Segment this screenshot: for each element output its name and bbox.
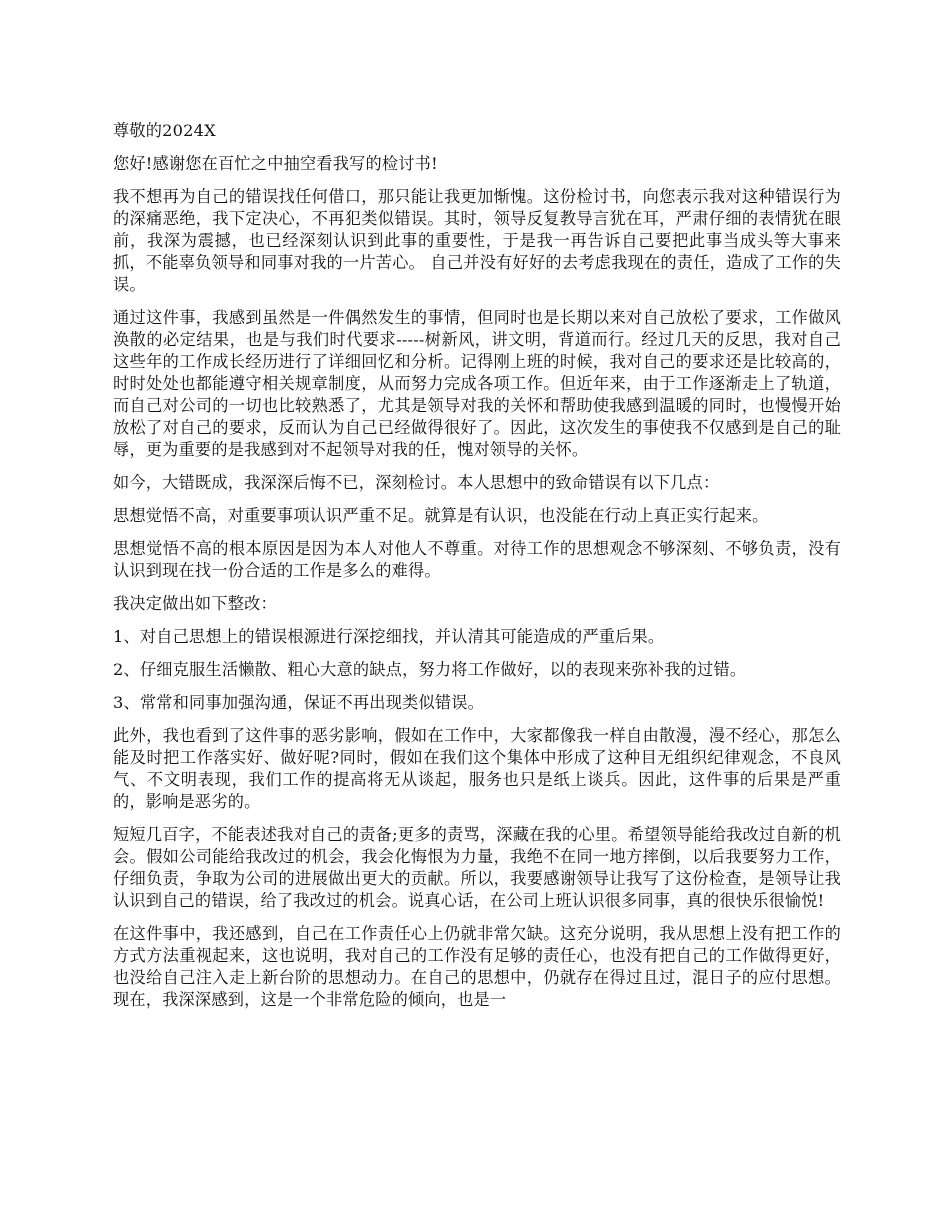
paragraph-3: 如今，大错既成，我深深后悔不已，深刻检讨。本人思想中的致命错误有以下几点： xyxy=(113,473,720,492)
list-item-1: 1、对自己思想上的错误根源进行深挖细找，并认清其可能造成的严重后果。 xyxy=(113,627,665,646)
document-page xyxy=(113,120,841,1022)
list-item-2: 2、仔细克服生活懒散、粗心大意的缺点，努力将工作做好，以的表现来弥补我的过错。 xyxy=(113,660,747,679)
paragraph-6: 我决定做出如下整改： xyxy=(113,594,277,613)
salutation: 尊敬的2024X xyxy=(113,121,216,140)
list-item-3: 3、常常和同事加强沟通，保证不再出现类似错误。 xyxy=(113,693,485,712)
paragraph-9: 在这件事中，我还感到，自己在工作责任心上仍就非常欠缺。这充分说明，我从思想上没有把工作的方式方法重视起来，这也说明，我对自己的工作没有足够的责任心，也没有把自己的工作做得更好，也没给自己注入走上新台阶的思想动力。在自己的思想中，仍就存在得过且过，混日子的应付思想。现在，我深深感到，这是一个非常危险的倾向，也是一 xyxy=(113,924,841,1009)
paragraph-4: 思想觉悟不高，对重要事项认识严重不足。就算是有认识，也没能在行动上真正实行起来。 xyxy=(113,506,769,525)
paragraph-5: 思想觉悟不高的根本原因是因为本人对他人不尊重。对待工作的思想观念不够深刻、不够负责，没有认识到现在找一份合适的工作是多么的难得。 xyxy=(113,539,841,580)
paragraph-1: 我不想再为自己的错误找任何借口，那只能让我更加惭愧。这份检讨书，向您表示我对这种错误行为的深痛恶绝，我下定决心，不再犯类似错误。其时，领导反复教导言犹在耳，严肃仔细的表情犹在眼前，我深为震撼，也已经深刻认识到此事的重要性，于是我一再告诉自己要把此事当成头等大事来抓，不能辜负领导和同事对我的一片苦心。 自己并没有好好的去考虑我现在的责任，造成了工作的失误。 xyxy=(113,187,841,294)
greeting: 您好!感谢您在百忙之中抽空看我写的检讨书! xyxy=(113,154,438,173)
paragraph-7: 此外，我也看到了这件事的恶劣影响，假如在工作中，大家都像我一样自由散漫，漫不经心，那怎么能及时把工作落实好、做好呢?同时，假如在我们这个集体中形成了这种目无组织纪律观念，不良风气、不文明表现，我们工作的提高将无从谈起，服务也只是纸上谈兵。因此，这件事的后果是严重的，影响是恶劣的。 xyxy=(113,726,841,811)
paragraph-8: 短短几百字，不能表述我对自己的责备;更多的责骂，深藏在我的心里。希望领导能给我改过自新的机会。假如公司能给我改过的机会，我会化悔恨为力量，我绝不在同一地方摔倒，以后我要努力工作，仔细负责，争取为公司的进展做出更大的贡献。所以，我要感谢领导让我写了这份检查，是领导让我认识到自己的错误，给了我改过的机会。说真心话，在公司上班认识很多同事，真的很快乐很愉悦! xyxy=(113,825,841,910)
paragraph-2: 通过这件事，我感到虽然是一件偶然发生的事情，但同时也是长期以来对自己放松了要求，工作做风涣散的必定结果，也是与我们时代要求-----树新风，讲文明，背道而行。经过几天的反思，我对自己这些年的工作成长经历进行了详细回忆和分析。记得刚上班的时候，我对自己的要求还是比较高的，时时处处也都能遵守相关规章制度，从而努力完成各项工作。但近年来，由于工作逐渐走上了轨道，而自己对公司的一切也比较熟悉了，尤其是领导对我的关怀和帮助使我感到温暖的同时，也慢慢开始放松了对自己的要求，反而认为自己已经做得很好了。因此，这次发生的事使我不仅感到是自己的耻辱，更为重要的是我感到对不起领导对我的任，愧对领导的关怀。 xyxy=(113,308,841,459)
